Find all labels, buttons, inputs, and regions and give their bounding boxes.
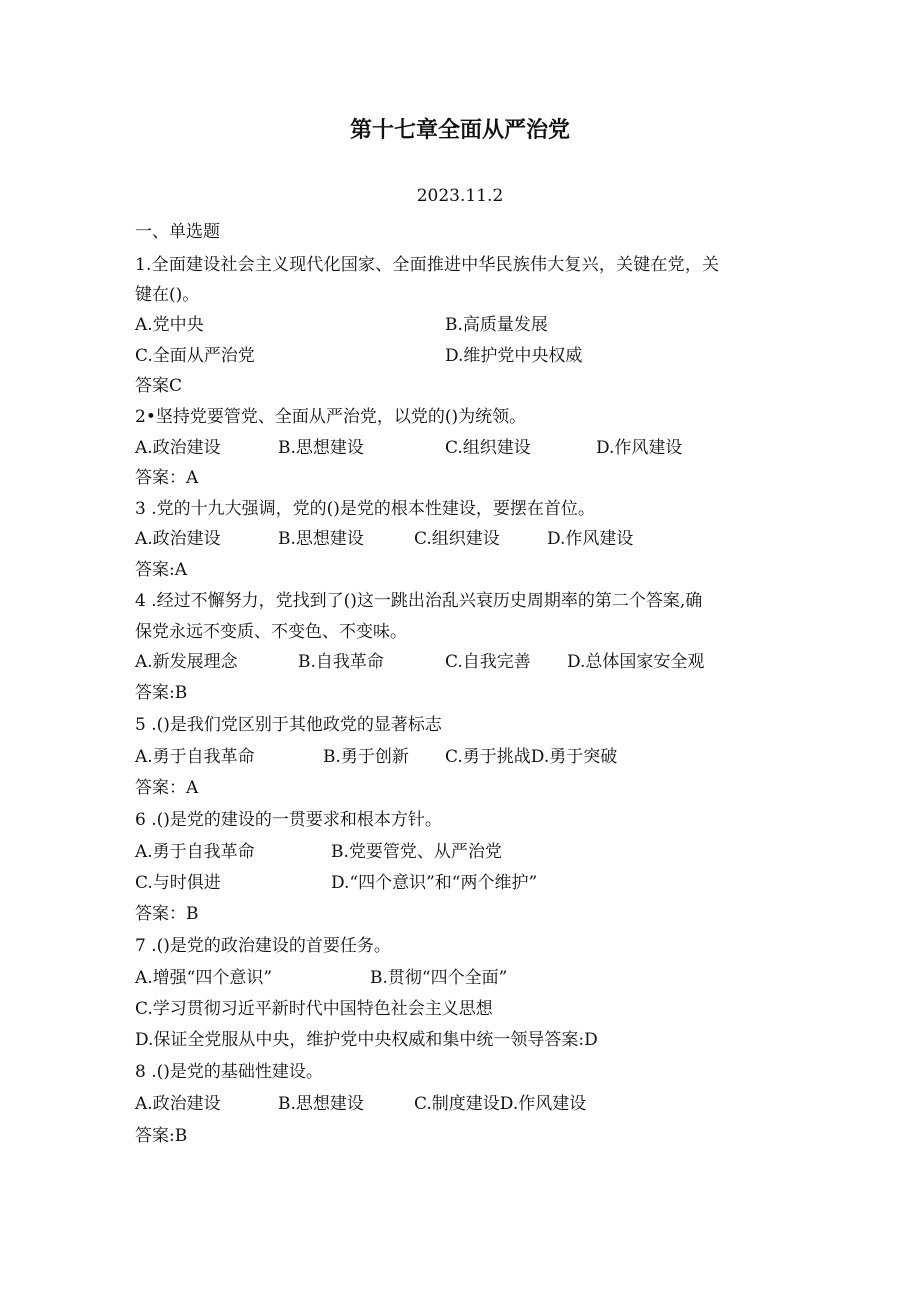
question-2-option-c: C.组织建设 [445,438,531,458]
question-2-text: 2•坚持党要管党、全面从严治党，以党的()为统领。 [135,407,527,427]
question-6-option-b: B.党要管党、从严治党 [331,842,502,862]
section-heading: 一、单选题 [135,222,220,242]
question-4-line-1: 4 .经过不懈努力，党找到了()这一跳出治乱兴衰历史周期率的第二个答案,确 [135,591,703,611]
question-5-option-a: A.勇于自我革命 [135,747,255,767]
question-1-answer: 答案C [135,376,183,396]
question-4-line-2: 保党永远不变质、不变色、不变味。 [135,622,407,642]
document-date: 2023.11.2 [416,186,504,206]
question-8-option-a: A.政治建设 [135,1094,221,1114]
question-7-option-b: B.贯彻“四个全面” [370,968,508,988]
question-2-option-a: A.政治建设 [135,438,221,458]
question-7-option-a: A.增强“四个意识” [135,968,273,988]
question-2-option-d: D.作风建设 [596,438,683,458]
question-4-answer: 答案:B [135,683,188,703]
question-6-option-a: A.勇于自我革命 [135,842,255,862]
question-1-option-c: C.全面从严治党 [135,346,255,366]
question-6-option-c: C.与时俱进 [135,873,221,893]
question-5-answer: 答案：A [135,778,199,798]
question-5-option-b: B.勇于创新 [323,747,409,767]
question-2-option-b: B.思想建设 [278,438,364,458]
question-5-option-c-d: C.勇于挑战D.勇于突破 [445,747,618,767]
question-4-option-d: D.总体国家安全观 [567,652,705,672]
question-1-option-a: A.党中央 [135,315,204,335]
question-3-option-d: D.作风建设 [547,529,634,549]
question-3-option-b: B.思想建设 [278,529,364,549]
question-1-line-2: 键在()。 [135,285,200,305]
question-4-option-c: C.自我完善 [445,652,531,672]
question-4-option-b: B.自我革命 [298,652,384,672]
question-7-option-c: C.学习贯彻习近平新时代中国特色社会主义思想 [135,999,493,1019]
page-title: 第十七章全面从严治党 [349,118,570,143]
question-3-text: 3 .党的十九大强调，党的()是党的根本性建设，要摆在首位。 [135,499,595,519]
question-3-option-a: A.政治建设 [135,529,221,549]
question-7-option-d-and-answer: D.保证全党服从中央，维护党中央权威和集中统一领导答案:D [135,1030,598,1050]
question-8-answer: 答案:B [135,1126,188,1146]
question-7-text: 7 .()是党的政治建设的首要任务。 [135,936,391,956]
question-1-option-b: B.高质量发展 [445,315,548,335]
question-8-option-c-d: C.制度建设D.作风建设 [414,1094,587,1114]
question-4-option-a: A.新发展理念 [135,652,238,672]
question-1-option-d: D.维护党中央权威 [445,346,583,366]
question-3-option-c: C.组织建设 [414,529,500,549]
question-6-option-d: D.“四个意识”和“两个维护” [331,873,538,893]
question-6-text: 6 .()是党的建设的一贯要求和根本方针。 [135,810,442,830]
question-6-answer: 答案：B [135,904,199,924]
question-8-option-b: B.思想建设 [278,1094,364,1114]
question-3-answer: 答案:A [135,560,188,580]
question-8-text: 8 .()是党的基础性建设。 [135,1062,323,1082]
question-1-line-1: 1.全面建设社会主义现代化国家、全面推进中华民族伟大复兴，关键在党，关 [135,255,720,275]
question-5-text: 5 .()是我们党区别于其他政党的显著标志 [135,715,442,735]
question-2-answer: 答案：A [135,468,199,488]
